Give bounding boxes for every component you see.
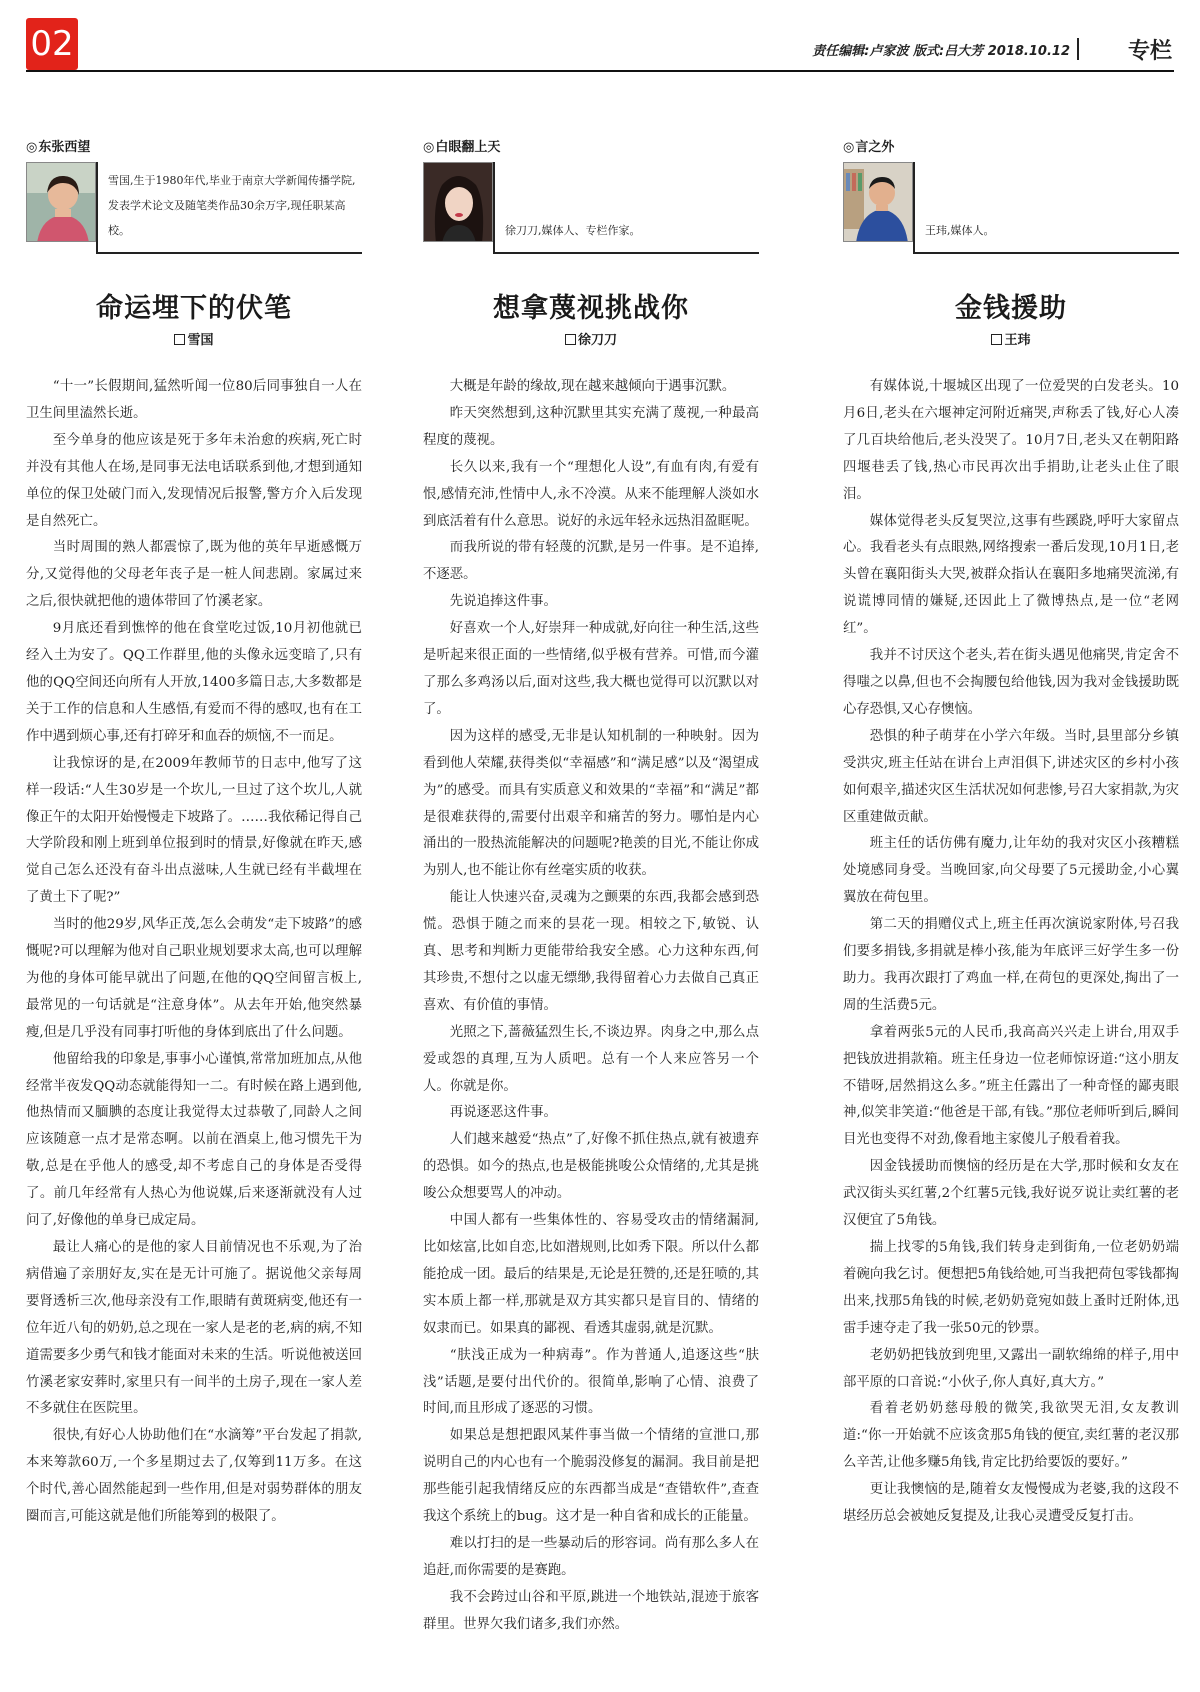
column-name: 白眼翻上天 (435, 140, 501, 155)
article-body (26, 374, 362, 1531)
column-name-tag (843, 140, 1179, 162)
author-photo (26, 162, 96, 242)
paragraph: 媒体觉得老头反复哭泣,这事有些蹊跷,呼吁大家留点心。我看老头有点眼熟,网络搜索一番后发现,10月1日,老头曾在襄阳街头大哭,被群众指认在襄阳多地痛哭流涕,有说谎博同情的嫌疑,还因此上了微博热点,是一位“老网红”。 (843, 513, 1179, 637)
paragraph: 好喜欢一个人,好崇拜一种成就,好向往一种生活,这些是听起来很正面的一些情绪,似乎极有营养。可惜,而今灌了那么多鸡汤以后,面对这些,我大概也觉得可以沉默以对了。 (423, 621, 759, 717)
paragraph: 老奶奶把钱放到兜里,又露出一副软绵绵的样子,用中部平原的口音说:“小伙子,你人真好,真大方。” (843, 1347, 1179, 1390)
paragraph: 如果总是想把跟风某件事当做一个情绪的宣泄口,那说明自己的内心也有一个脆弱没修复的漏洞。我目前是把那些能引起我情绪反应的东西都当成是“查错软件”,查查我这个系统上的bug。这才是一种自省和成长的正能量。 (423, 1428, 759, 1525)
paragraph: 昨天突然想到,这种沉默里其实充满了蔑视,一种最高程度的蔑视。 (423, 405, 759, 448)
paragraph: 第二天的捐赠仪式上,班主任再次演说家附体,号召我们要多捐钱,多捐就是棒小孩,能为年底评三好学生多一份助力。我再次跟打了鸡血一样,在荷包的更深处,掏出了一周的生活费5元。 (843, 917, 1179, 1013)
column-name: 言之外 (855, 140, 895, 155)
byline-author: 徐刀刀 (577, 333, 617, 348)
author-bio: 雪国,生于1980年代,毕业于南京大学新闻传播学院,发表学术论文及随笔类作品30余万字,现任职某高校。 (108, 174, 356, 237)
paragraph: 长久以来,我有一个“理想化人设”,有血有肉,有爱有恨,感情充沛,性情中人,永不冷漠。从来不能理解人淡如水到底活着有什么意思。说好的永远年轻永远热泪盈眶呢。 (423, 459, 759, 529)
author-bio-box (423, 162, 759, 254)
paragraph: 先说追捧这件事。 (449, 594, 557, 610)
paragraph: 大概是年龄的缘故,现在越来越倾向于遇事沉默。 (449, 379, 736, 394)
article-title: 命运埋下的伏笔 (96, 293, 292, 324)
article-byline (26, 329, 362, 348)
paragraph: 难以打扫的是一些暴动后的形容词。尚有那么多人在追赶,而你需要的是赛跑。 (423, 1535, 759, 1578)
author-photo-image (27, 163, 96, 242)
column-2 (423, 140, 759, 1639)
paragraph: 因为这样的感受,无非是认知机制的一种映射。因为看到他人荣耀,获得类似“幸福感”和“满足感”以及“渴望成为”的感受。而具有实质意义和效果的“幸福”和“满足”都是很难获得的,需要付出艰辛和痛苦的努力。哪怕是内心涌出的一股热流能解决的问题呢?艳羡的目光,不能让你成为别人,也不能让你有丝毫实质的收获。 (423, 728, 759, 879)
author-photo (843, 162, 913, 242)
paragraph: 有媒体说,十堰城区出现了一位爱哭的白发老头。10月6日,老头在六堰神定河附近痛哭,声称丢了钱,好心人凑了几百块给他后,老头没哭了。10月7日,老头又在朝阳路四堰巷丢了钱,热心市民再次出手捐助,让老头止住了眼泪。 (843, 379, 1179, 502)
column-3 (843, 140, 1179, 1531)
article-byline (843, 329, 1179, 348)
paragraph: 很快,有好心人协助他们在“水滴筹”平台发起了捐款,本来筹款60万,一个多星期过去了,仅筹到11万多。在这个时代,善心固然能起到一些作用,但是对弱势群体的朋友圈而言,可能这就是他们所能筹到的极限了。 (26, 1428, 362, 1525)
column-name: 东张西望 (38, 140, 91, 155)
paragraph: 能让人快速兴奋,灵魂为之颤栗的东西,我都会感到恐慌。恐惧于随之而来的昙花一现。相较之下,敏锐、认真、思考和判断力更能带给我安全感。心力这种东西,何其珍贵,不想付之以虚无缥缈,我得留着心力去做自己真正喜欢、有价值的事情。 (423, 890, 759, 1013)
section-name: 专栏 (1127, 39, 1172, 64)
editor-credits: 责任编辑:卢家波 版式:吕大芳 2018.10.12 (812, 44, 1070, 59)
paragraph: 揣上找零的5角钱,我们转身走到街角,一位老奶奶端着碗向我乞讨。便想把5角钱给她,可当我把荷包零钱都掏出来,找那5角钱的时候,老奶奶竟宛如鼓上蚤时迁附体,迅雷手速夺走了我一张50元的钞票。 (843, 1240, 1179, 1336)
author-photo-image (424, 163, 493, 242)
paragraph: 恐惧的种子萌芽在小学六年级。当时,县里部分乡镇受洪灾,班主任站在讲台上声泪俱下,讲述灾区的乡村小孩如何艰辛,描述灾区生活状况如何悲惨,号召大家捐款,为灾区重建做贡献。 (843, 728, 1179, 825)
circle-mark-icon: ◎ (843, 140, 855, 155)
author-photo-image (844, 163, 913, 242)
paragraph: 中国人都有一些集体性的、容易受攻击的情绪漏洞,比如炫富,比如自恋,比如潜规则,比如秀下限。所以什么都能抢成一团。最后的结果是,无论是狂赞的,还是狂喷的,其实本质上都一样,那就是双方其实都只是盲目的、情绪的奴隶而已。如果真的鄙视、看透其虚弱,就是沉默。 (423, 1213, 759, 1336)
author-photo (423, 162, 493, 242)
paragraph: 当时的他29岁,风华正茂,怎么会萌发“走下坡路”的感慨呢?可以理解为他对自己职业规划要求太高,也可以理解为他的身体可能早就出了问题,在他的QQ空间留言板上,最常见的一句话就是“注意身体”。从去年开始,他突然暴瘦,但是几乎没有同事打听他的身体到底出了什么问题。 (26, 917, 362, 1040)
column-1 (26, 140, 362, 1531)
paragraph: 人们越来越爱“热点”了,好像不抓住热点,就有被遗弃的恐惧。如今的热点,也是极能挑唆公众情绪的,尤其是挑唆公众想要骂人的冲动。 (423, 1132, 759, 1202)
header-rule (26, 70, 1174, 72)
article-body (843, 374, 1179, 1531)
paragraph: 我不会跨过山谷和平原,跳进一个地铁站,混迹于旅客群里。世界欠我们诸多,我们亦然。 (423, 1589, 759, 1632)
paragraph: 他留给我的印象是,事事小心谨慎,常常加班加点,从他经常半夜发QQ动态就能得知一二。有时候在路上遇到他,他热情而又腼腆的态度让我觉得太过恭敬了,同龄人之间应该随意一点才是常态啊。以前在酒桌上,他习惯先干为敬,总是在乎他人的感受,却不考虑自己的身体是否受得了。前几年经常有人热心为他说媒,后来逐渐就没有人过问了,好像他的单身已成定局。 (26, 1051, 362, 1229)
article-title: 想拿蔑视挑战你 (493, 293, 689, 324)
bio-frame-left (913, 162, 915, 254)
article-body (423, 374, 759, 1639)
paragraph: 因金钱援助而懊恼的经历是在大学,那时候和女友在武汉街头买红薯,2个红薯5元钱,我好说歹说让卖红薯的老汉便宜了5角钱。 (843, 1159, 1179, 1229)
author-bio: 王玮,媒体人。 (925, 224, 995, 237)
article-title: 金钱援助 (955, 293, 1067, 324)
page-number: 02 (26, 18, 78, 70)
paragraph: “十一”长假期间,猛然听闻一位80后同事独自一人在卫生间里溘然长逝。 (26, 379, 362, 421)
paragraph: 而我所说的带有轻蔑的沉默,是另一件事。是不追捧,不逐恶。 (423, 540, 759, 583)
byline-box-icon (565, 334, 576, 345)
article-byline (423, 329, 759, 348)
paragraph: 班主任的话仿佛有魔力,让年幼的我对灾区小孩糟糕处境感同身受。当晚回家,向父母要了5元援助金,小心翼翼放在荷包里。 (843, 836, 1179, 906)
paragraph: “肤浅正成为一种病毒”。作为普通人,追逐这些“肤浅”话题,是要付出代价的。很简单,影响了心情、浪费了时间,而且形成了逐恶的习惯。 (423, 1347, 759, 1417)
byline-author: 王玮 (1004, 333, 1031, 348)
byline-box-icon (991, 334, 1002, 345)
paragraph: 拿着两张5元的人民币,我高高兴兴走上讲台,用双手把钱放进捐款箱。班主任身边一位老师惊讶道:“这小朋友不错呀,居然捐这么多。”班主任露出了一种奇怪的鄙夷眼神,似笑非笑道:“他爸是干部,有钱。”那位老师听到后,瞬间目光也变得不对劲,像看地主家傻儿子般看着我。 (843, 1024, 1179, 1148)
paragraph: 光照之下,蔷薇猛烈生长,不谈边界。肉身之中,那么点爱或怨的真理,互为人质吧。总有一个人来应答另一个人。你就是你。 (423, 1024, 759, 1094)
header-separator (1077, 38, 1079, 60)
paragraph: 当时周围的熟人都震惊了,既为他的英年早逝感慨万分,又觉得他的父母老年丧子是一桩人间悲剧。家属过来之后,很快就把他的遗体带回了竹溪老家。 (26, 540, 362, 610)
author-bio-box (843, 162, 1179, 254)
bio-frame-left (493, 162, 495, 254)
byline-box-icon (174, 334, 185, 345)
bio-frame-left (96, 162, 98, 254)
column-name-tag (423, 140, 759, 162)
paragraph: 至今单身的他应该是死于多年未治愈的疾病,死亡时并没有其他人在场,是同事无法电话联系到他,才想到通知单位的保卫处破门而入,发现情况后报警,警方介入后发现是自然死亡。 (26, 432, 362, 529)
paragraph: 再说逐恶这件事。 (449, 1105, 557, 1121)
paragraph: 让我惊讶的是,在2009年教师节的日志中,他写了这样一段话:“人生30岁是一个坎儿,一旦过了这个坎儿,人就像正午的太阳开始慢慢走下坡路了。……我依稀记得自己大学阶段和刚上班到单位报到时的情景,好像就在昨天,感觉自己怎么还没有奋斗出点滋味,人生就已经有半截埋在了黄土下了呢?” (26, 755, 362, 906)
circle-mark-icon: ◎ (26, 140, 38, 155)
paragraph: 我并不讨厌这个老头,若在街头遇见他痛哭,肯定舍不得嗤之以鼻,但也不会掏腰包给他钱,因为我对金钱援助既心存恐惧,又心存懊恼。 (843, 648, 1179, 717)
column-name-tag (26, 140, 362, 162)
paragraph: 9月底还看到憔悴的他在食堂吃过饭,10月初他就已经入土为安了。QQ工作群里,他的头像永远变暗了,只有他的QQ空间还向所有人开放,1400多篇日志,大多数都是关于工作的信息和人生感悟,有爱而不得的感叹,也有在工作中遇到烦心事,还有打碎牙和血吞的烦恼,不一而足。 (26, 621, 362, 744)
paragraph: 看着老奶奶慈母般的微笑,我欲哭无泪,女友教训道:“你一开始就不应该贪那5角钱的便宜,卖红薯的老汉那么辛苦,让他多赚5角钱,肯定比扔给要饭的要好。” (843, 1401, 1179, 1471)
paragraph: 更让我懊恼的是,随着女友慢慢成为老婆,我的这段不堪经历总会被她反复提及,让我心灵遭受反复打击。 (843, 1482, 1179, 1525)
paragraph: 最让人痛心的是他的家人目前情况也不乐观,为了治病借遍了亲朋好友,实在是无计可施了。据说他父亲每周要肾透析三次,他母亲没有工作,眼睛有黄斑病变,他还有一位年近八旬的奶奶,总之现在一家人是老的老,病的病,不知道需要多少勇气和钱才能面对未来的生活。听说他被送回竹溪老家安葬时,家里只有一间半的土房子,现在一家人差不多就住在医院里。 (26, 1240, 362, 1417)
author-bio-box (26, 162, 362, 254)
circle-mark-icon: ◎ (423, 140, 435, 155)
author-bio: 徐刀刀,媒体人、专栏作家。 (505, 224, 641, 237)
byline-author: 雪国 (187, 333, 214, 348)
